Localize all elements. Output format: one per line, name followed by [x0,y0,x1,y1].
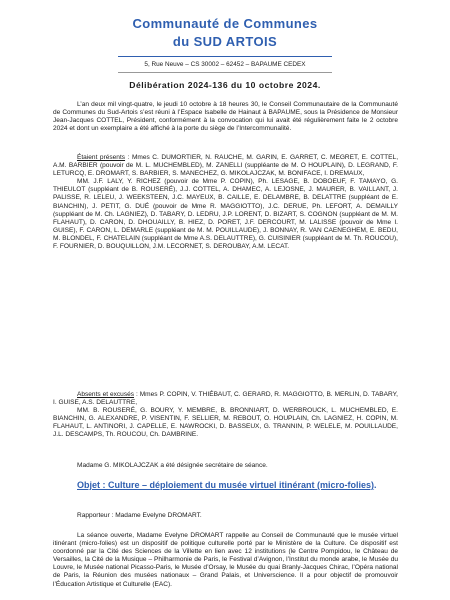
organization-name-line1: Communauté de Communes [132,16,318,31]
present-women-paragraph [53,154,398,178]
subject-block [53,480,398,491]
present-members-section [53,154,398,251]
absent-women-paragraph [53,391,398,407]
deliberation-title: Délibération 2024-136 du 10 octobre 2024. [129,80,321,90]
present-women-list: : Mmes C. DUMORTIER, N. RAUCHE, M. GARIN, E. GARRET, C. MEGRET, E. COTTEL, A.M. BARBIER (pouvoir de M. L. MUCHEMBLED), M. ZANELLI (suppléante de M. O HOUPLAIN), D. LEGRAND, F. LETURCQ, E. DROMART, S. BARBIER, S. MANECHEZ, G. MIKOLAJCZAK, M. BONIFACE, I. DREMAUX, [53,154,399,178]
organization-name-line2: du SUD ARTOIS [172,34,278,49]
subject-end: . [374,480,377,490]
absent-label: Absents et excusés [77,391,135,398]
session-paragraph: La séance ouverte, Madame Evelyne DROMART rappelle au Conseil de Communauté que le musée virtuel itinérant (micro-folies) est un dispositif de politique culturelle porté par le Ministère de la Culture. Ce dispositif est coordonné par la Cité des Sciences de la Villette en lien avec 12 institutions (le Centre Pompidou, le Château de Versailles, la Cité de la Musique – Philharmonie de Paris, le Festival d’Avignon, l’Institut du monde arabe, le Musée du Louvre, le Musée national Picasso-Paris, le Musée d’Orsay, le Musée du quai Branly-Jacques Chirac, l’Opéra national de Paris, la Réunion des musées nationaux – Grand Palais, et Universcience. Il a pour objectif de promouvoir l’Éducation Artistique et Culturelle (EAC). [53,532,398,588]
present-label: Étaient présents [77,154,126,161]
organization-address: 5, Rue Neuve – CS 30002 – 62452 – BAPAUME CEDEX [144,61,306,68]
present-men-paragraph: MM. J.F. LALY, Y. RICHEZ (pouvoir de Mme P. COPIN), Ph. LESAGE, B. DOBOEUF, F. TAMAYO, G. THIEULOT (suppléant de B. ROUSERÉ), J.J. COTTEL, A. DHAMEC, A. LEJOSNE, J. MAURER, B. VAILLANT, J. PALISSE, R. LELEU, J. WEEKSTEEN, J.C. MAYEUX, B. CAILLE, E. DELAMBRE, B. DELATTRE (suppléant de E. BIANCHIN), J. PETIT, G. DUÉ (pouvoir de Mme R. MAGGIOTTO), J.C. DERUE, Ph. LEFORT, A. DEMAILLY (suppléant de M. Ch. LAGNIEZ), D. TABARY, D. LEDRU, J.P. LORENT, D. BIZART, S. COGNON (suppléant de M. M. FLAHAUT), D. CARON, D. DHOUAILLY, B. HIEZ, D. PORET, J.F. DERCOURT, M. LALISSE (pouvoir de Mme I. GUISE), F. CARON, L. DEMARLE (suppléant de M. M. POUILLAUDE), J. BONNAY, R. VAN CAENEGHEM, E. BEDU, M. BLONDEL, F. CHATELAIN (suppléant de Mme A.S. DELAUTTRE), G. CUISINIER (suppléant de M. Th. ROUCOU), F. FOURNIER, D. BOUQUILLON, J.M. LECORNET, S. DEROUBAY, A.M. LECAT. [53,178,398,251]
absent-women-list: : Mmes P. COPIN, V. THIÉBAUT, C. GERARD, R. MAGGIOTTO, B. MERLIN, D. TABARY, I. GUISE, A.S. DELAUTTRE, [53,391,398,407]
address-divider [118,72,332,73]
header-divider [118,56,332,57]
absent-men-paragraph: MM. B. ROUSERÉ, G. BOURY, Y. MEMBRE, B. BRONNIART, D. WERBROUCK, L. MUCHEMBLED, E. BIANCHIN, G. ALEXANDRE, P. VISENTIN, F. SELLIER, M. REBOUT, O. HOUPLAIN, Ch. LAGNIEZ, H. COPIN, M. FLAHAUT, L. ANTINORI, J. CAPELLE, E. NAWROCKI, D. BASSEUX, G. TRANNIN, P. WELELE, M. POUILLAUDE, J.L. DESCAMPS, Th. ROUCOU, Ch. DAMBRINE. [53,407,398,439]
subject-heading [53,480,398,491]
rapporteur-paragraph: Rapporteur : Madame Evelyne DROMART. [77,512,202,519]
subject-label: Objet : [77,480,106,490]
intro-paragraph: L’an deux mil vingt-quatre, le jeudi 10 octobre à 18 heures 30, le Conseil Communautaire de la Communauté de Communes du Sud-Artois s’est réuni à l’Espace Isabelle de Hainaut à BAPAUME, sous la Présidence de Monsieur Jean-Jacques COTTEL, Président, conformément à la convocation qui lui avait été régulièrement faite le 2 octobre 2024 et dont un exemplaire a été affiché à la porte du siège de l’Intercommunalité. [53,101,398,133]
absent-members-section [53,391,398,440]
secretary-paragraph: Madame G. MIKOLAJCZAK a été désignée secrétaire de séance. [77,462,268,469]
subject-text: Culture – déploiement du musée virtuel itinérant (micro-folies) [105,480,375,490]
